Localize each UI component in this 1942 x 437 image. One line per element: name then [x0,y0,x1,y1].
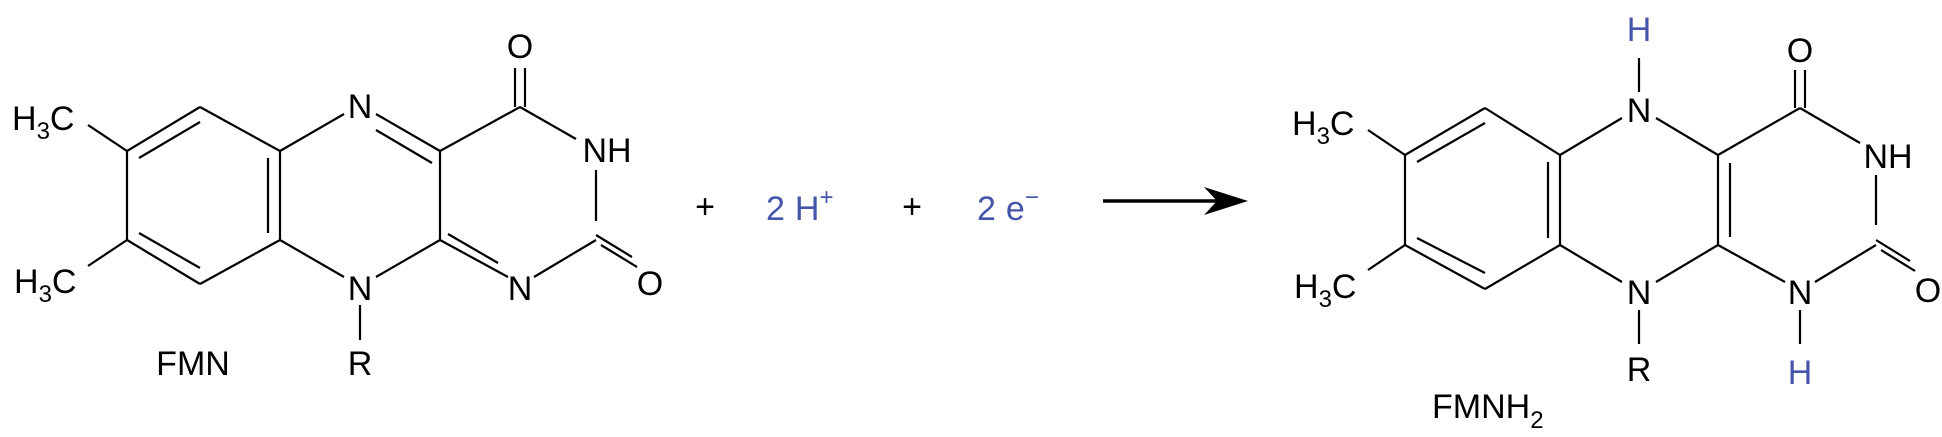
electrons: 2 e− [977,184,1039,228]
fmnh2-structure [1292,11,1941,434]
protons: 2 H+ [766,184,834,228]
fmnh2-n5: N [1626,92,1652,130]
fmnh2-o4: O [1786,32,1814,70]
fmnh2-methyl-2: $H_3C$ [1294,268,1357,313]
fmn-n5: N [347,88,373,126]
fmnh2-n3h: NH [1863,138,1913,176]
fmnh2-r: R [1626,351,1652,389]
fmnh2-o2: O [1914,272,1942,310]
fmn-o2: O [636,265,664,303]
fmn-methyl-2: $H_3C$ [14,263,77,308]
fmn-label: FMN [156,345,230,383]
fmn-n3h: NH [582,132,632,170]
fmnh2-n1: N [1787,274,1813,312]
fmn-n1: N [507,270,533,308]
fmnh2-label: $FMNH_2$ [1432,388,1544,434]
fmnh2-n10: N [1626,274,1652,312]
fmnh2-methyl-1: $H_3C$ [1292,105,1355,150]
fmn-n10: N [347,270,373,308]
plus-sign-2: + [902,188,922,226]
fmn-o4: O [506,28,534,66]
fmnh2-h5: H [1626,11,1652,49]
plus-sign-1: + [695,188,715,226]
fmn-structure [12,28,663,383]
reaction-arrow [1103,187,1248,215]
fmn-r: R [347,345,373,383]
fmnh2-h1: H [1787,354,1813,392]
fmn-methyl-1: $H_3C$ [12,100,75,145]
